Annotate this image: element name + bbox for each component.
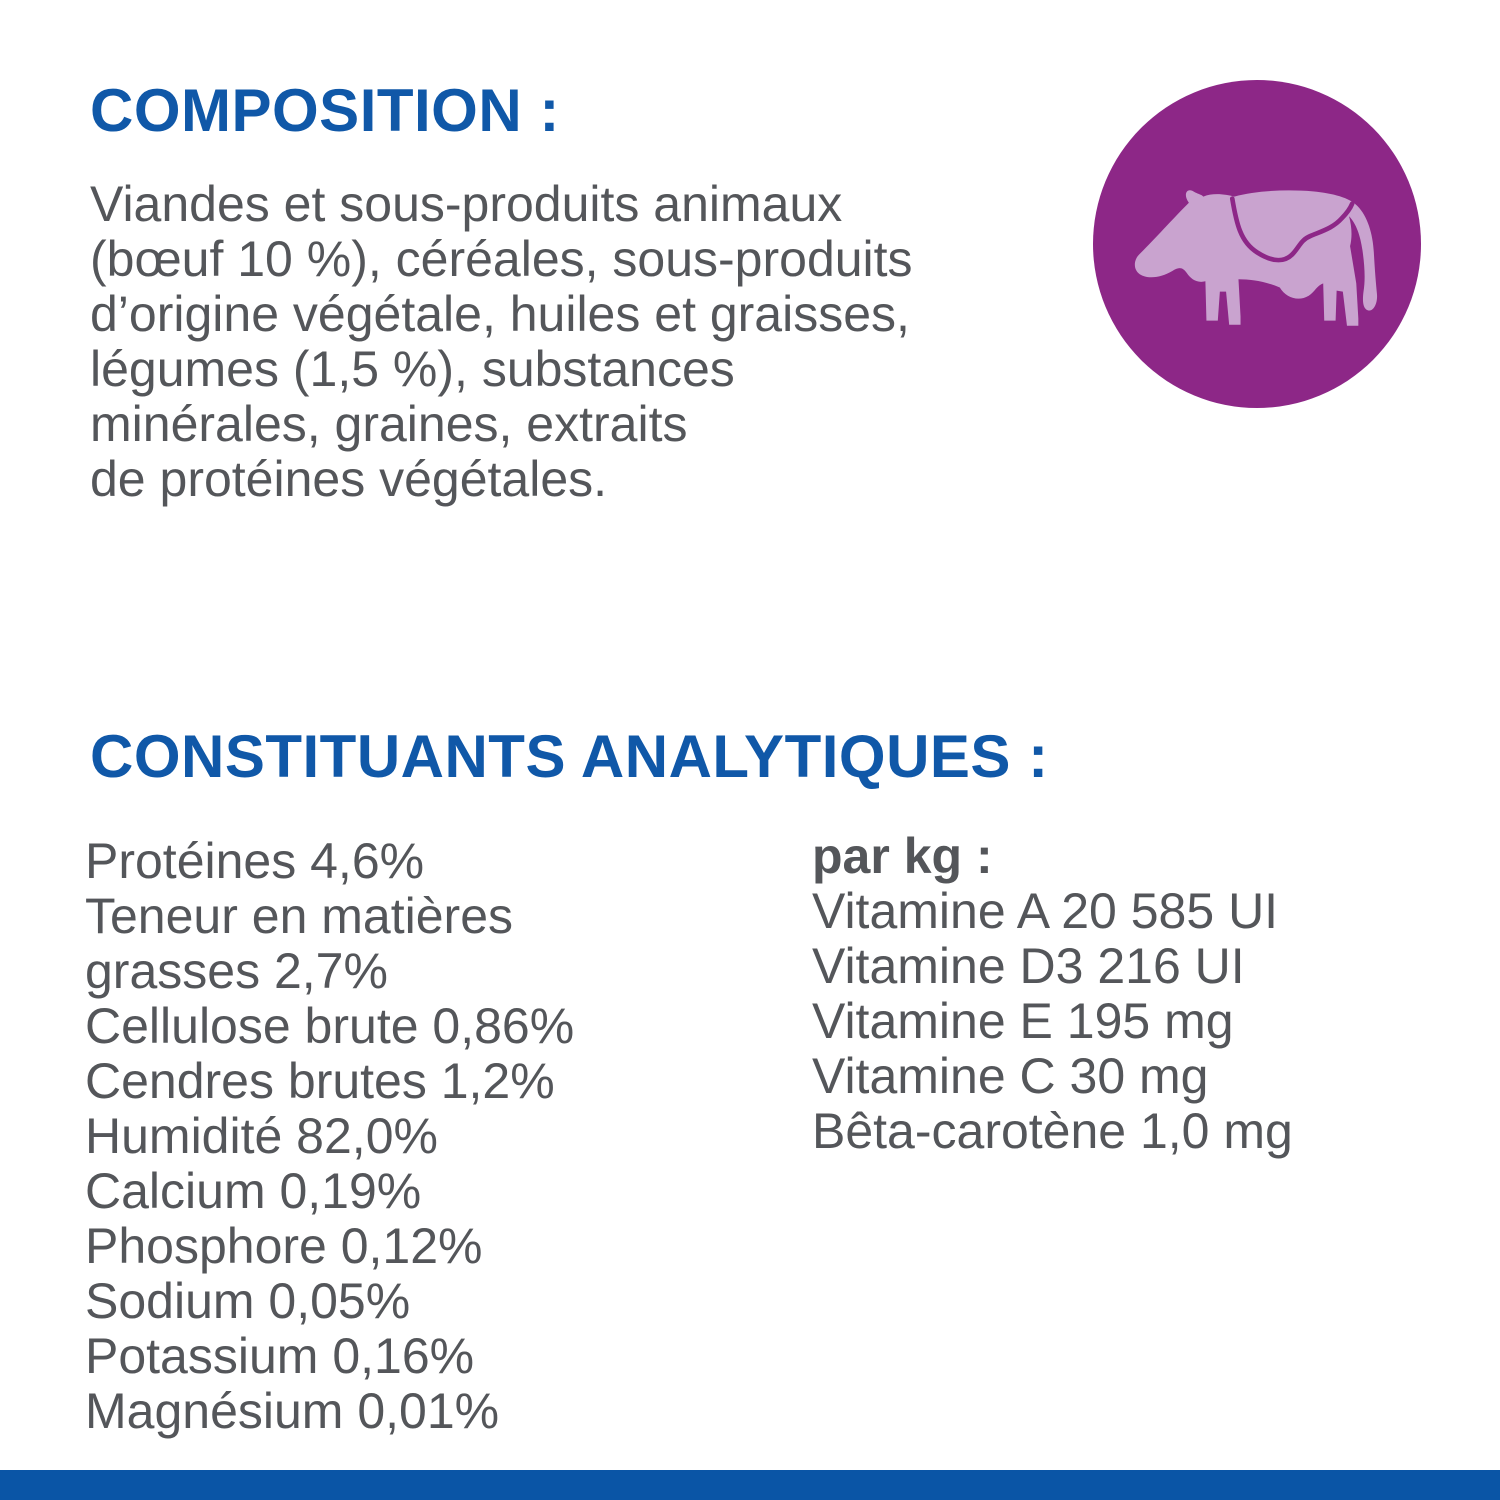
vitamin-line: Vitamine C 30 mg <box>812 1048 1209 1104</box>
analytical-heading: CONSTITUANTS ANALYTIQUES : <box>90 723 1049 790</box>
analyte-line: Cendres brutes 1,2% <box>85 1053 555 1109</box>
beef-badge <box>1093 80 1421 408</box>
analyte-line: Magnésium 0,01% <box>85 1383 500 1439</box>
analyte-line: Humidité 82,0% <box>85 1108 438 1164</box>
composition-line: de protéines végétales. <box>90 451 608 507</box>
composition-text <box>90 177 913 507</box>
analyte-line: Protéines 4,6% <box>85 833 425 889</box>
analyte-line: Sodium 0,05% <box>85 1273 411 1329</box>
composition-line: légumes (1,5 %), substances <box>90 341 735 397</box>
per-kg-title: par kg : <box>812 828 993 884</box>
analyte-line: Teneur en matières <box>85 888 514 944</box>
vitamin-line: Vitamine E 195 mg <box>812 993 1234 1049</box>
analyte-line: Cellulose brute 0,86% <box>85 998 575 1054</box>
vitamin-line: Vitamine A 20 585 UI <box>812 883 1279 939</box>
bottom-accent-bar <box>0 1470 1500 1500</box>
composition-line: d’origine végétale, huiles et graisses, <box>90 286 910 342</box>
analyte-line: Phosphore 0,12% <box>85 1218 483 1274</box>
analytical-left-column <box>85 834 574 1439</box>
vitamin-line: Vitamine D3 216 UI <box>812 938 1245 994</box>
composition-heading: COMPOSITION : <box>90 77 560 144</box>
analytical-right-column <box>812 829 1293 1159</box>
analyte-line: Calcium 0,19% <box>85 1163 422 1219</box>
analyte-line: Potassium 0,16% <box>85 1328 475 1384</box>
cow-icon <box>1131 184 1379 329</box>
composition-line: minérales, graines, extraits <box>90 396 688 452</box>
vitamin-line: Bêta-carotène 1,0 mg <box>812 1103 1293 1159</box>
composition-line: (bœuf 10 %), céréales, sous-produits <box>90 231 913 287</box>
analyte-line: grasses 2,7% <box>85 943 388 999</box>
composition-line: Viandes et sous-produits animaux <box>90 176 843 232</box>
